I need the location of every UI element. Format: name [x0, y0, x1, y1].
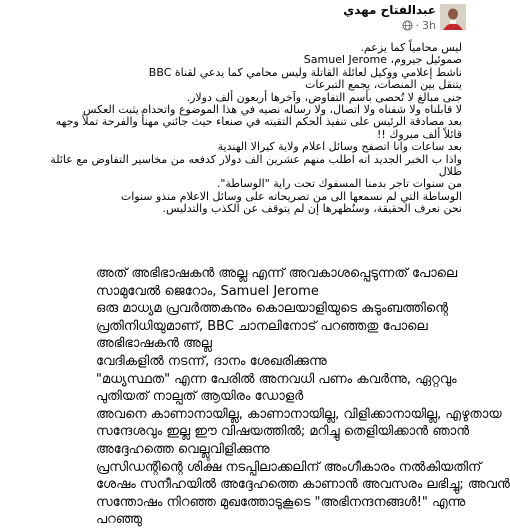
malayalam-line: അത് അഭിഭാഷകൻ അല്ല എന്ന് അവകാശപ്പെടുന്നത് പോലെ	[96, 266, 458, 281]
arabic-text	[7, 42, 462, 216]
arabic-line: صموئيل جيروم، Samuel Jerome	[303, 53, 462, 67]
malayalam-line: പുതിയത് നാല്പത് ആയിരം ഡോളർ	[96, 389, 304, 405]
malayalam-line: പ്രതിനിധിയുമാണ്, BBC ചാനലിനോട് പറഞ്ഞതു പോലെ	[96, 318, 428, 334]
arabic-line: طلال	[438, 165, 462, 179]
arabic-line: بعد ساعات وانا اتصفح وسائل اعلام ولاية كيرالا الهندية	[217, 140, 462, 154]
arabic-line: الوساطة التي لم نسمعها الى من تصريحاته على وسائل الاعلام منذو سنوات	[120, 189, 462, 203]
avatar[interactable]	[440, 4, 466, 30]
malayalam-line: പറഞ്ഞു	[96, 512, 142, 528]
malayalam-line: "മധ്യസ്ഥത" എന്ന പേരിൽ അനവധി പണം കവർന്നു, ഏറ്റവും	[96, 371, 457, 387]
malayalam-line: വേദികളിൽ നടന്ന്, ദാനം ശേഖരിക്കുന്നു	[96, 353, 327, 369]
arabic-line: ليس محامياً كما يزعم.	[360, 41, 462, 54]
arabic-line: من سنوات تاجر بدمنا المسفوك تحت راية "الوساطة".	[216, 177, 462, 191]
arabic-line: قائلاً ألف مبروك !!	[377, 127, 462, 141]
arabic-line: ناشط إعلامي ووكيل لعائلة القاتلة وليس محامي كما يدعي لقناة BBC	[148, 65, 462, 79]
malayalam-line: സാമുവേൽ ജെറോം, Samuel Jerome	[96, 283, 319, 299]
malayalam-line: സന്തോഷം നിറഞ്ഞ മുഖത്തോടുകൂടെ "അഭിനന്ദനങ്ങൾ!" എന്നു	[96, 494, 466, 510]
post-time[interactable]: 3h	[422, 19, 436, 32]
malayalam-line: അദ്ദേഹത്തെ വെല്ലുവിളിക്കുന്നു	[96, 441, 270, 457]
malayalam-line: പ്രസിഡന്റിന്റെ ശിക്ഷ നടപ്പിലാക്കലിന് അംഗീകാരം നൽകിയതിന്	[96, 459, 482, 475]
arabic-line: بعد مصادقة الرئيس على تنفيذ الحكم التقيته في صنعاء حيث جائني مهنأً والفرحة تملأ وجهه	[55, 115, 462, 129]
post-meta	[402, 19, 436, 32]
malayalam-line: സന്ദേശവും ഇല്ല ഈ വിഷയത്തിൽ; മറിച്ചു തെളിയിക്കാൻ ഞാൻ	[96, 424, 470, 440]
malayalam-line: ഒരു മാധ്യമ പ്രവർത്തകനും കൊലയാളിയുടെ കുടുംബത്തിന്റെ	[96, 301, 449, 317]
post-header	[0, 0, 472, 36]
malayalam-line: അവനെ കാണാനായില്ല, കാണാനായില്ല, വിളിക്കാനായില്ല, എഴുതായ	[96, 406, 502, 422]
arabic-line: نحن نعرف الحقيقة، وسنُظهرها إن لم يتوقف عن الكذب والتدليس.	[162, 202, 462, 216]
arabic-line: جنى مبالغ لا تُحصى بأسم التفاوض، وآخرها أربعون ألف دولار.	[186, 90, 462, 104]
meta-separator: ·	[415, 19, 420, 32]
malayalam-text	[96, 265, 510, 529]
globe-icon	[402, 20, 413, 31]
malayalam-line: അഭിഭാഷകൻ അല്ല	[96, 336, 212, 352]
arabic-line: لا قابلناه ولا شفناه ولا اتصال، ولا رساله نصيه في هذا الموضوع واتحداه يثبت العكس	[83, 103, 462, 117]
author-name[interactable]: عبدالفتاح مهدي	[343, 3, 436, 17]
arabic-line: يتنقل بين المنصات، يجمع التبرعات	[305, 78, 462, 92]
arabic-line: واذا ب الخبر الجديد انه اطلب منهم عشرين الف دولار كدفعه من مخاسير التفاوض مع عائلة	[50, 152, 462, 166]
malayalam-line: ശേഷം സനീഹയിൽ അദ്ദേഹത്തെ കാണാൻ അവസരം ലഭിച്ചു; അവൻ	[96, 477, 510, 493]
